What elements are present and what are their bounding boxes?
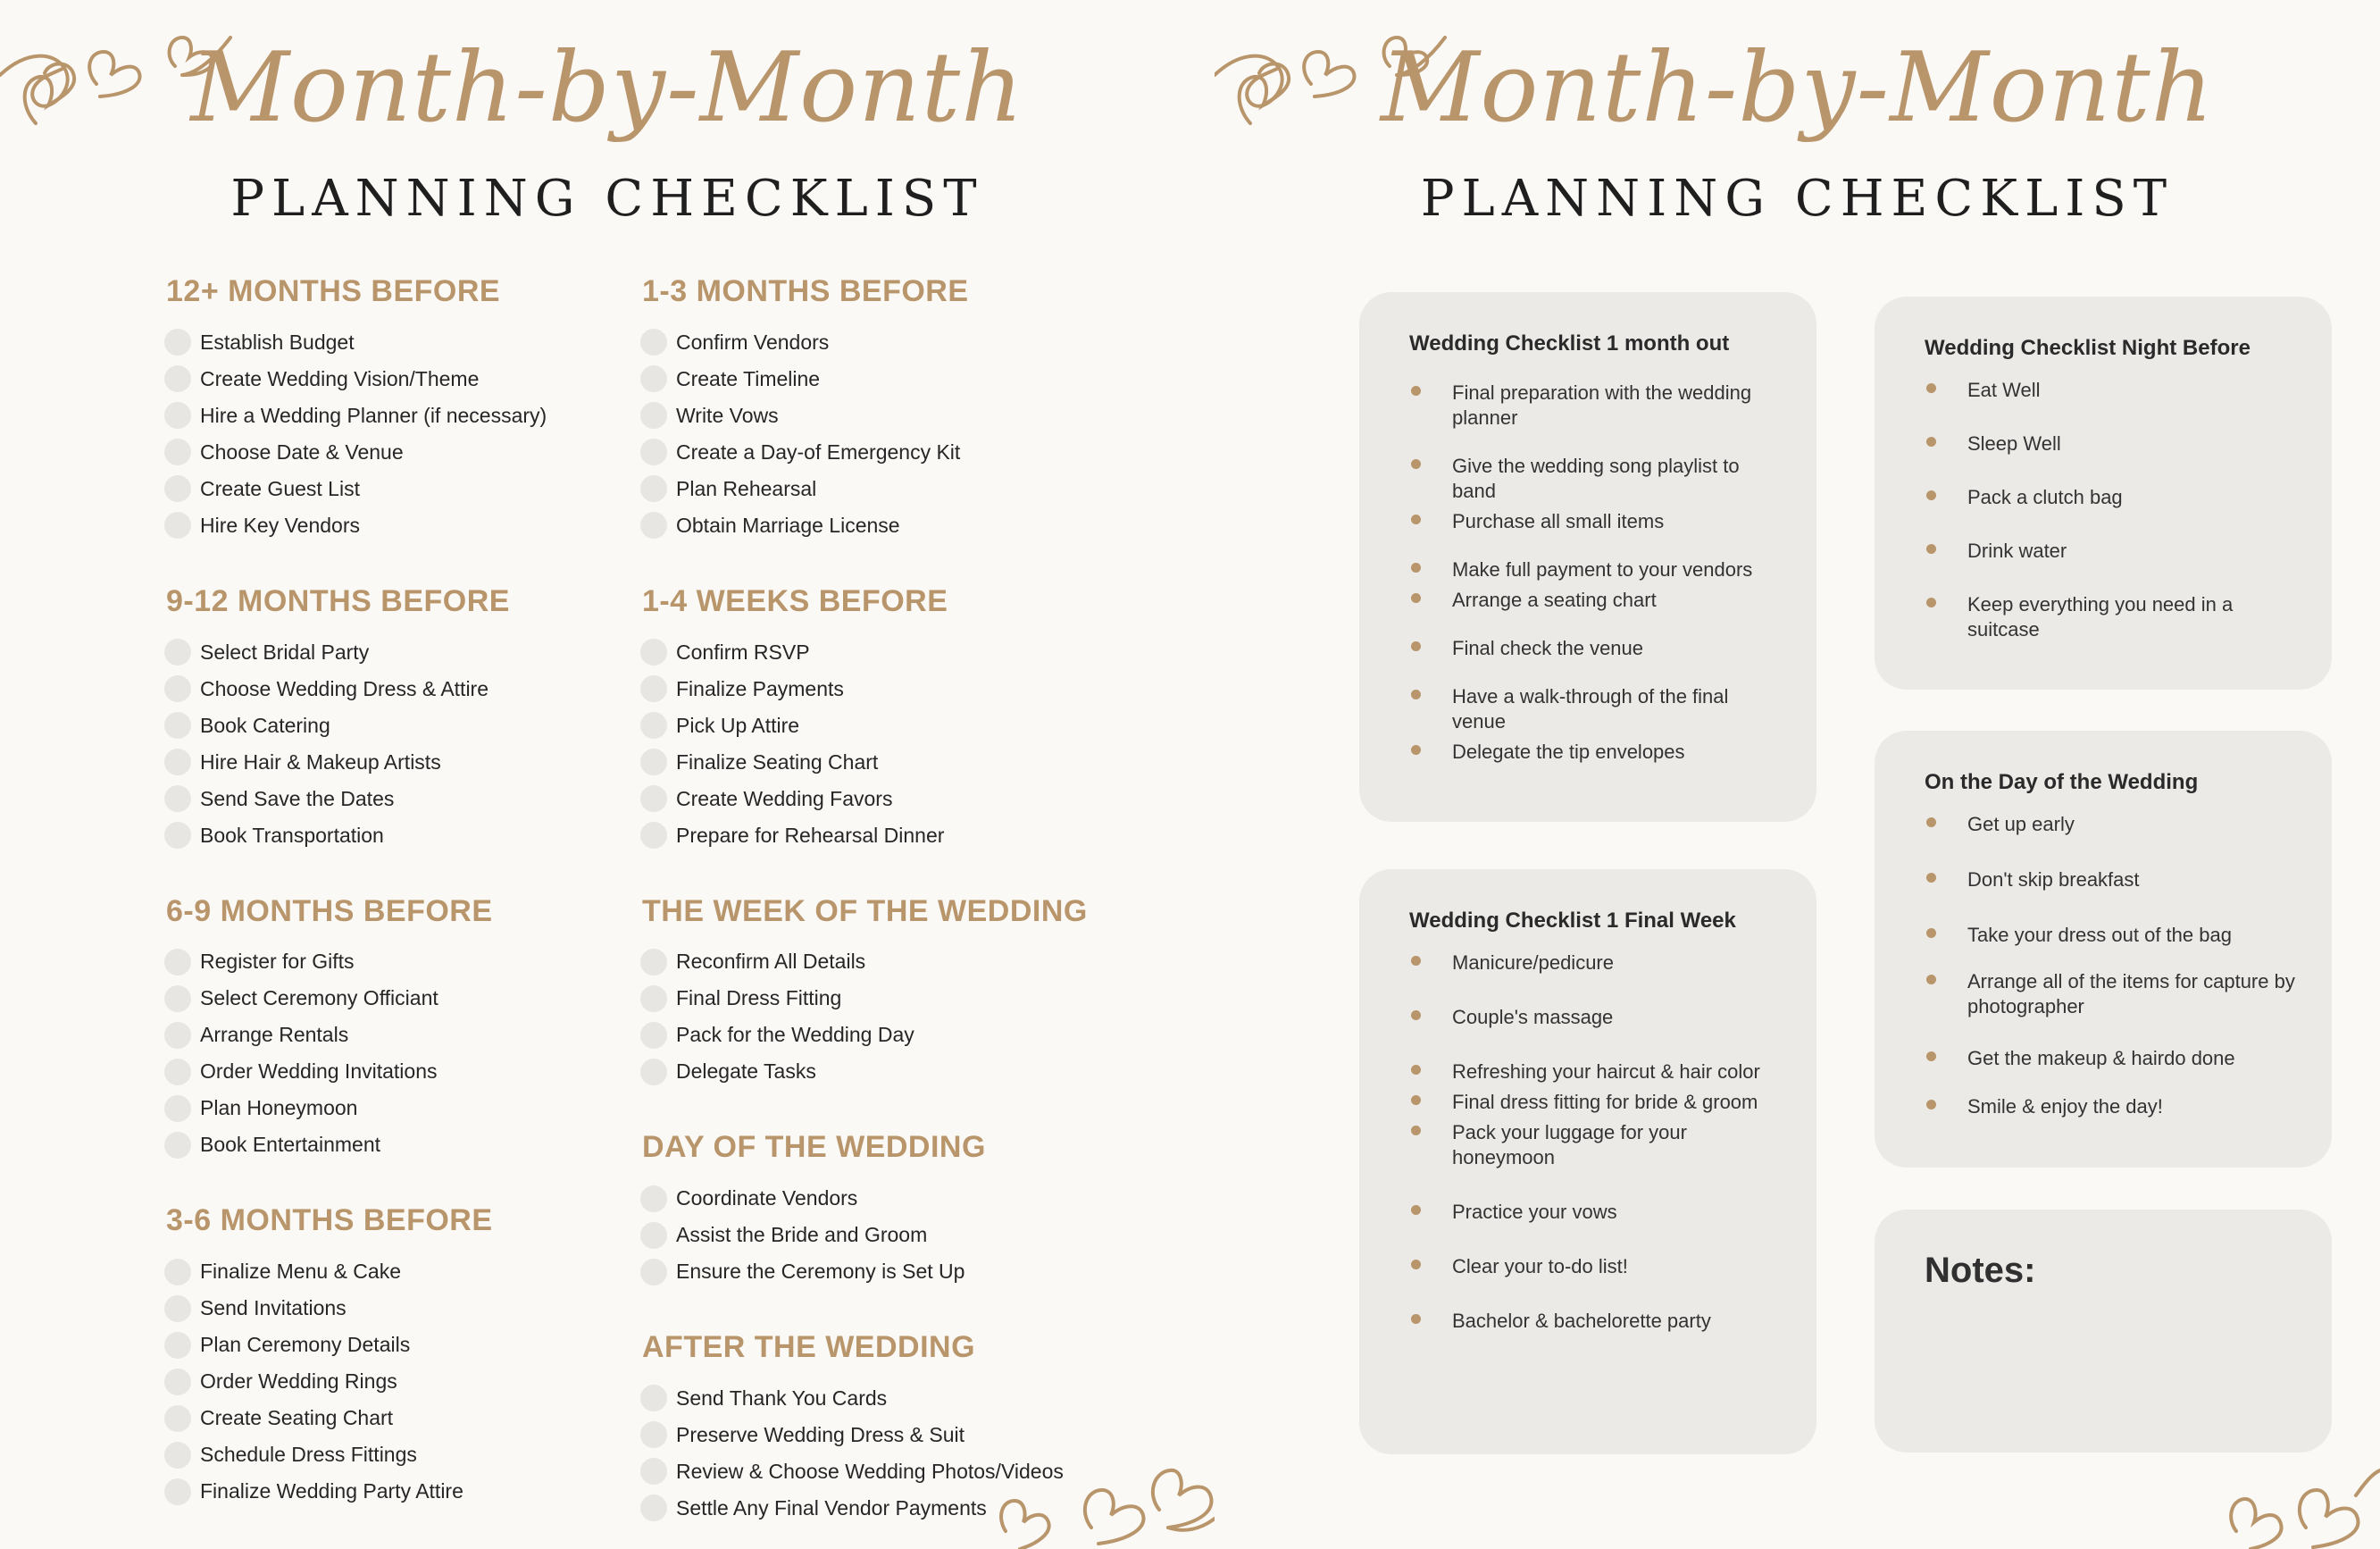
checklist-item[interactable] (166, 1327, 630, 1363)
bullet-item-label: Clear your to-do list! (1452, 1254, 1628, 1277)
checkbox-circle-icon[interactable] (640, 1259, 667, 1285)
section-heading: THE WEEK OF THE WEDDING (642, 893, 1088, 928)
checkbox-circle-icon[interactable] (640, 329, 667, 356)
checklist-item[interactable] (642, 507, 1196, 544)
bullet-dot-icon (1411, 386, 1421, 396)
bullet-dot-icon (1411, 690, 1421, 699)
checkbox-circle-icon[interactable] (640, 1059, 667, 1085)
bullet-dot-icon (1411, 1095, 1421, 1105)
checklist-item-label: Review & Choose Wedding Photos/Videos (676, 1459, 1064, 1483)
checklist-item-label: Delegate Tasks (676, 1059, 816, 1084)
checklist-item-label: Confirm Vendors (676, 330, 830, 354)
checklist-item[interactable] (166, 471, 630, 507)
checklist-item[interactable] (642, 1180, 1196, 1217)
checklist-item[interactable] (166, 781, 630, 817)
bullet-item-label: Smile & enjoy the day! (1967, 1094, 2163, 1118)
checklist-item[interactable] (642, 1053, 1196, 1090)
script-title: Month-by-Month (1380, 32, 2215, 144)
checklist-item[interactable] (642, 1490, 1196, 1527)
heart-doodle-icon (2224, 1456, 2380, 1549)
checklist-item[interactable] (166, 634, 630, 671)
bullet-item-label: Arrange a seating chart (1452, 588, 1657, 611)
checklist-item-label: Send Save the Dates (200, 786, 395, 810)
right-page (1215, 0, 2380, 1549)
card-final-week (1359, 869, 1816, 1454)
bullet-item (1925, 592, 2296, 642)
checklist-item-label: Hire Key Vendors (200, 513, 360, 537)
bullet-item (1409, 588, 1781, 613)
bullet-item-label: Refreshing your haircut & hair color (1452, 1059, 1760, 1083)
checkbox-circle-icon[interactable] (640, 949, 667, 975)
checkbox-circle-icon[interactable] (164, 1132, 191, 1159)
bullet-item-label: Delegate the tip envelopes (1452, 740, 1685, 763)
checklist-item[interactable] (642, 1217, 1196, 1253)
checkbox-circle-icon[interactable] (640, 365, 667, 392)
card-one-month-out (1359, 292, 1816, 822)
checkbox-circle-icon[interactable] (640, 1495, 667, 1521)
bullet-item (1409, 950, 1781, 975)
checklist-item[interactable] (642, 781, 1196, 817)
section-heading: 9-12 MONTHS BEFORE (166, 583, 510, 618)
bullet-item (1925, 923, 2296, 948)
checkbox-circle-icon[interactable] (164, 1369, 191, 1395)
bullet-item-label: Couple's massage (1452, 1005, 1614, 1028)
checklist-item[interactable] (642, 671, 1196, 708)
bullet-item-label: Have a walk-through of the final venue (1452, 684, 1729, 733)
bullet-dot-icon (1926, 437, 1936, 447)
bullet-item (1925, 867, 2296, 892)
checklist-item-label: Finalize Wedding Party Attire (200, 1479, 463, 1503)
bullet-dot-icon (1926, 1100, 1936, 1109)
card-title: Wedding Checklist Night Before (1925, 336, 2251, 360)
card-title: On the Day of the Wedding (1925, 770, 2199, 794)
checkbox-circle-icon[interactable] (164, 329, 191, 356)
bullet-dot-icon (1411, 641, 1421, 651)
checklist (166, 1253, 630, 1510)
checkbox-circle-icon[interactable] (640, 475, 667, 502)
checklist-section-9-12-months-before (166, 583, 630, 854)
bullet-dot-icon (1411, 745, 1421, 755)
checkbox-circle-icon[interactable] (640, 1222, 667, 1249)
checklist-item[interactable] (642, 744, 1196, 781)
checklist-item[interactable] (166, 1253, 630, 1290)
section-heading: 6-9 MONTHS BEFORE (166, 893, 493, 928)
bullet-item-label: Final dress fitting for bride & groom (1452, 1090, 1758, 1113)
checklist-item-label: Assist the Bride and Groom (676, 1223, 928, 1247)
section-heading: 3-6 MONTHS BEFORE (166, 1203, 493, 1238)
checkbox-circle-icon[interactable] (164, 1259, 191, 1285)
checkbox-circle-icon[interactable] (164, 1059, 191, 1085)
section-heading: AFTER THE WEDDING (642, 1330, 976, 1365)
checklist-item[interactable] (166, 1473, 630, 1510)
checklist-section-day-of-the-wedding (642, 1129, 1196, 1290)
checklist-item-label: Confirm RSVP (676, 640, 810, 664)
checklist-item[interactable] (166, 324, 630, 361)
checklist-item-label: Final Dress Fitting (676, 986, 842, 1010)
checklist-item-label: Create Seating Chart (200, 1406, 394, 1430)
checklist-item-label: Create Wedding Vision/Theme (200, 366, 480, 390)
checklist (166, 943, 630, 1163)
checkbox-circle-icon[interactable] (640, 785, 667, 812)
bullet-dot-icon (1926, 598, 1936, 607)
checklist-item-label: Select Ceremony Officiant (200, 986, 438, 1010)
checklist-item[interactable] (166, 1363, 630, 1400)
checkbox-circle-icon[interactable] (164, 1332, 191, 1359)
checklist-section-after-the-wedding (642, 1329, 1196, 1527)
bullet-item-label: Manicure/pedicure (1452, 950, 1614, 974)
checkbox-circle-icon[interactable] (164, 1478, 191, 1505)
checklist-item[interactable] (642, 1380, 1196, 1417)
checklist-item-label: Create Timeline (676, 366, 821, 390)
bullet-item-label: Practice your vows (1452, 1200, 1617, 1223)
bullet-item (1925, 1046, 2296, 1071)
checklist-item-label: Prepare for Rehearsal Dinner (676, 823, 945, 847)
card-title: Wedding Checklist 1 Final Week (1409, 908, 1736, 933)
checklist-item[interactable] (166, 1290, 630, 1327)
bullet-item (1925, 485, 2296, 510)
checklist-item[interactable] (642, 980, 1196, 1017)
checklist (642, 324, 1196, 544)
checkbox-circle-icon[interactable] (640, 639, 667, 666)
checkbox-circle-icon[interactable] (640, 985, 667, 1012)
bullet-dot-icon (1411, 1260, 1421, 1269)
checklist-item-label: Choose Wedding Dress & Attire (200, 676, 489, 700)
bullet-item (1409, 1090, 1781, 1115)
checkbox-circle-icon[interactable] (164, 675, 191, 702)
bullet-item (1925, 969, 2296, 1019)
checkbox-circle-icon[interactable] (640, 1385, 667, 1411)
checklist (642, 1380, 1196, 1527)
checklist-item-label: Finalize Menu & Cake (200, 1260, 401, 1284)
bullet-item (1409, 1005, 1781, 1030)
bullet-dot-icon (1411, 1205, 1421, 1215)
checkbox-circle-icon[interactable] (640, 1421, 667, 1448)
bullet-item (1925, 431, 2296, 456)
checklist-section-1-3-months-before (642, 273, 1196, 544)
checkbox-circle-icon[interactable] (164, 365, 191, 392)
checkbox-circle-icon[interactable] (164, 749, 191, 775)
checklist-item[interactable] (642, 471, 1196, 507)
checkbox-circle-icon[interactable] (164, 949, 191, 975)
checkbox-circle-icon[interactable] (640, 822, 667, 849)
bullet-item-label: Purchase all small items (1452, 509, 1665, 532)
checklist-item-label: Pack for the Wedding Day (676, 1023, 914, 1047)
checklist-item[interactable] (166, 434, 630, 471)
checkbox-circle-icon[interactable] (164, 402, 191, 429)
card-title: Wedding Checklist 1 month out (1409, 331, 1730, 356)
bullet-dot-icon (1411, 1126, 1421, 1135)
section-heading: 12+ MONTHS BEFORE (166, 274, 501, 308)
bullet-item (1409, 684, 1781, 734)
section-heading: 1-3 MONTHS BEFORE (642, 274, 969, 308)
bullet-item (1409, 1254, 1781, 1279)
bullet-dot-icon (1926, 873, 1936, 883)
checklist-item[interactable] (166, 1017, 630, 1053)
checklist-item[interactable] (166, 1090, 630, 1126)
checklist-item-label: Pick Up Attire (676, 713, 800, 737)
bullet-item (1409, 1120, 1781, 1170)
checklist-item-label: Hire a Wedding Planner (if necessary) (200, 403, 547, 427)
checklist-item-label: Finalize Seating Chart (676, 749, 879, 774)
bullet-item-label: Final preparation with the wedding planner (1452, 381, 1752, 429)
checklist-item[interactable] (642, 817, 1196, 854)
checklist (642, 943, 1196, 1090)
checklist-item-label: Arrange Rentals (200, 1023, 349, 1047)
checklist-item[interactable] (642, 1453, 1196, 1490)
bullet-item-label: Don't skip breakfast (1967, 867, 2140, 891)
checklist-item[interactable] (642, 398, 1196, 434)
checklist-item[interactable] (166, 708, 630, 744)
checklist-item[interactable] (166, 507, 630, 544)
checklist-item-label: Choose Date & Venue (200, 440, 404, 464)
bullet-list (1925, 812, 2296, 1119)
bullet-dot-icon (1926, 383, 1936, 393)
checklist-item-label: Obtain Marriage License (676, 513, 900, 537)
checklist (642, 634, 1196, 854)
checklist-item-label: Reconfirm All Details (676, 950, 866, 974)
bullet-item-label: Final check the venue (1452, 636, 1644, 659)
bullet-item (1409, 509, 1781, 534)
bullet-dot-icon (1411, 593, 1421, 603)
checkbox-circle-icon[interactable] (640, 1185, 667, 1212)
card-day-of-wedding (1875, 731, 2332, 1168)
bullet-item (1409, 557, 1781, 582)
bullet-dot-icon (1926, 817, 1936, 827)
checkbox-circle-icon[interactable] (164, 785, 191, 812)
checklist-item[interactable] (642, 434, 1196, 471)
checklist-item-label: Select Bridal Party (200, 640, 370, 664)
section-heading: 1-4 WEEKS BEFORE (642, 583, 948, 618)
script-title: Month-by-Month (190, 32, 1024, 144)
checklist-item[interactable] (642, 708, 1196, 744)
bullet-item-label: Keep everything you need in a suitcase (1967, 592, 2234, 641)
checklist-item[interactable] (642, 1417, 1196, 1453)
bullet-item (1925, 1094, 2296, 1119)
checkbox-circle-icon[interactable] (640, 512, 667, 539)
bullet-dot-icon (1926, 1051, 1936, 1061)
checklist-item-label: Send Invitations (200, 1296, 347, 1320)
bullet-item-label: Bachelor & bachelorette party (1452, 1309, 1711, 1332)
bullet-item-label: Pack a clutch bag (1967, 485, 2123, 508)
bullet-item-label: Take your dress out of the bag (1967, 923, 2232, 946)
checklist-section-12-months-before (166, 273, 630, 544)
checkbox-circle-icon[interactable] (164, 639, 191, 666)
notes-title: Notes: (1925, 1251, 2036, 1290)
checkbox-circle-icon[interactable] (640, 749, 667, 775)
bullet-item-label: Arrange all of the items for capture by photographer (1967, 969, 2295, 1017)
checkbox-circle-icon[interactable] (164, 712, 191, 739)
checklist-item-label: Write Vows (676, 403, 779, 427)
checklist-section-the-week-of-the-wedding (642, 893, 1196, 1091)
checklist-item-label: Ensure the Ceremony is Set Up (676, 1260, 965, 1284)
checklist-item-label: Hire Hair & Makeup Artists (200, 749, 441, 774)
bullet-item-label: Get the makeup & hairdo done (1967, 1046, 2235, 1069)
checklist-item[interactable] (166, 943, 630, 980)
checklist-section-3-6-months-before (166, 1202, 630, 1510)
bullet-dot-icon (1411, 1010, 1421, 1020)
checklist-item-label: Order Wedding Invitations (200, 1059, 438, 1084)
checklist-section-1-4-weeks-before (642, 583, 1196, 854)
checklist-item[interactable] (642, 1253, 1196, 1290)
section-heading: DAY OF THE WEDDING (642, 1130, 986, 1165)
checklist-item[interactable] (166, 671, 630, 708)
checkbox-circle-icon[interactable] (640, 1458, 667, 1485)
checklist-item[interactable] (642, 634, 1196, 671)
checklist-item-label: Book Entertainment (200, 1133, 381, 1157)
bullet-dot-icon (1926, 490, 1936, 500)
bullet-item (1409, 1309, 1781, 1334)
checklist-item-label: Plan Honeymoon (200, 1096, 358, 1120)
page-subtitle: PLANNING CHECKLIST (1420, 170, 2175, 228)
checklist-item[interactable] (166, 1400, 630, 1436)
bullet-list (1409, 381, 1781, 765)
checklist (166, 634, 630, 854)
bullet-item-label: Eat Well (1967, 378, 2041, 401)
checklist-item-label: Create a Day-of Emergency Kit (676, 440, 961, 464)
bullet-dot-icon (1411, 1314, 1421, 1324)
checklist-column-1 (166, 273, 630, 1549)
checklist-item-label: Create Wedding Favors (676, 786, 893, 810)
bullet-item (1409, 1200, 1781, 1225)
checklist-item[interactable] (166, 1436, 630, 1473)
bullet-dot-icon (1411, 515, 1421, 524)
bullet-dot-icon (1411, 563, 1421, 573)
checklist (642, 1180, 1196, 1290)
checkbox-circle-icon[interactable] (164, 1405, 191, 1432)
checklist-item-label: Send Thank You Cards (676, 1386, 888, 1410)
checklist-item-label: Register for Gifts (200, 950, 355, 974)
checklist-item[interactable] (166, 398, 630, 434)
checklist-item-label: Book Catering (200, 713, 330, 737)
checklist-item[interactable] (642, 1017, 1196, 1053)
checklist-item-label: Create Guest List (200, 476, 360, 500)
checkbox-circle-icon[interactable] (164, 439, 191, 465)
checklist-column-2 (642, 273, 1196, 1549)
bullet-dot-icon (1926, 544, 1936, 554)
bullet-item (1409, 1059, 1781, 1084)
bullet-item (1925, 378, 2296, 403)
bullet-item (1925, 812, 2296, 837)
checklist-item-label: Establish Budget (200, 330, 355, 354)
bullet-dot-icon (1926, 928, 1936, 938)
checklist-item[interactable] (166, 817, 630, 854)
checkbox-circle-icon[interactable] (164, 1095, 191, 1122)
checklist-item-label: Plan Ceremony Details (200, 1333, 411, 1357)
checklist-item-label: Coordinate Vendors (676, 1186, 858, 1210)
bullet-item (1409, 381, 1781, 431)
checkbox-circle-icon[interactable] (640, 439, 667, 465)
checkbox-circle-icon[interactable] (164, 1442, 191, 1469)
bullet-item-label: Make full payment to your vendors (1452, 557, 1753, 581)
bullet-list (1925, 378, 2296, 642)
checklist-item[interactable] (166, 744, 630, 781)
checklist-item[interactable] (166, 1053, 630, 1090)
checklist-item[interactable] (642, 324, 1196, 361)
bullet-item (1925, 539, 2296, 564)
checkbox-circle-icon[interactable] (164, 512, 191, 539)
checklist-item[interactable] (642, 943, 1196, 980)
page-subtitle: PLANNING CHECKLIST (230, 170, 984, 228)
checklist-item[interactable] (166, 980, 630, 1017)
checklist-item[interactable] (642, 361, 1196, 398)
bullet-item-label: Drink water (1967, 539, 2067, 562)
checklist-section-6-9-months-before (166, 893, 630, 1164)
checkbox-circle-icon[interactable] (640, 712, 667, 739)
bullet-item-label: Give the wedding song playlist to band (1452, 454, 1740, 502)
bullet-item (1409, 454, 1781, 504)
bullet-dot-icon (1926, 975, 1936, 984)
card-night-before (1875, 297, 2332, 690)
checkbox-circle-icon[interactable] (164, 475, 191, 502)
checkbox-circle-icon[interactable] (164, 822, 191, 849)
checklist-item-label: Settle Any Final Vendor Payments (676, 1495, 987, 1520)
checklist-item-label: Preserve Wedding Dress & Suit (676, 1422, 965, 1446)
bullet-dot-icon (1411, 1065, 1421, 1075)
bullet-item-label: Pack your luggage for your honeymoon (1452, 1120, 1687, 1168)
bullet-dot-icon (1411, 956, 1421, 966)
checkbox-circle-icon[interactable] (640, 675, 667, 702)
checkbox-circle-icon[interactable] (164, 1295, 191, 1322)
bullet-item (1409, 740, 1781, 765)
checkbox-circle-icon[interactable] (164, 985, 191, 1012)
checklist-item-label: Schedule Dress Fittings (200, 1443, 417, 1467)
checkbox-circle-icon[interactable] (164, 1022, 191, 1049)
checklist-item[interactable] (166, 1126, 630, 1163)
bullet-list (1409, 950, 1781, 1334)
checklist-item-label: Order Wedding Rings (200, 1369, 397, 1394)
checklist-item-label: Finalize Payments (676, 676, 844, 700)
bullet-item-label: Get up early (1967, 812, 2075, 835)
bullet-item (1409, 636, 1781, 661)
checkbox-circle-icon[interactable] (640, 402, 667, 429)
bullet-dot-icon (1411, 459, 1421, 469)
checklist-item[interactable] (166, 361, 630, 398)
checklist-item-label: Book Transportation (200, 823, 384, 847)
checkbox-circle-icon[interactable] (640, 1022, 667, 1049)
checklist-item-label: Plan Rehearsal (676, 476, 817, 500)
bullet-item-label: Sleep Well (1967, 431, 2061, 455)
checklist (166, 324, 630, 544)
card-notes (1875, 1210, 2332, 1453)
